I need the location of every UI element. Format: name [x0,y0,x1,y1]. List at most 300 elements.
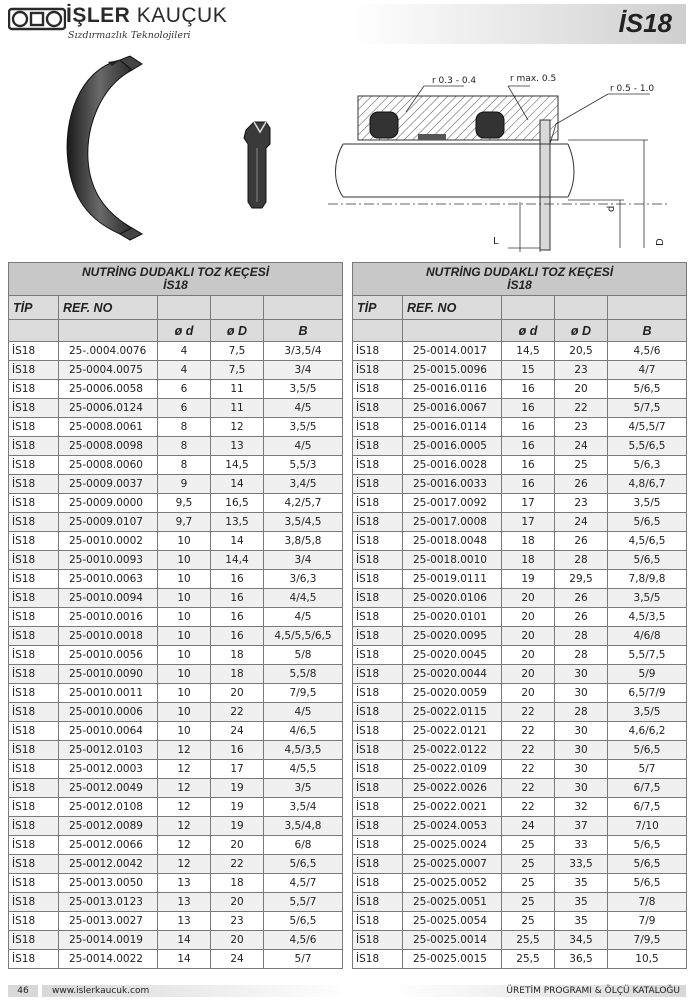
table-row [9,950,343,969]
cell-outer-diameter: 23 [555,418,608,437]
col-header-tip: TİP [353,296,403,320]
cell-inner-diameter: 24 [502,817,555,836]
cell-ref-no: 25-0009.0037 [59,475,158,494]
cell-ref-no: 25-0010.0094 [59,589,158,608]
cell-ref-no: 25-0012.0003 [59,760,158,779]
table-row [9,855,343,874]
cell-tip: İS18 [353,703,403,722]
cell-width: 4/7 [608,361,687,380]
cell-width: 5/6,5 [608,855,687,874]
label-inner-diameter: d [606,205,617,212]
cell-outer-diameter: 20 [211,684,264,703]
cell-inner-diameter: 13 [158,912,211,931]
cell-tip: İS18 [9,551,59,570]
cell-inner-diameter: 4 [158,361,211,380]
cell-inner-diameter: 14 [158,950,211,969]
col-header-blank [502,296,555,320]
table-row [9,589,343,608]
cell-tip: İS18 [9,893,59,912]
cell-tip: İS18 [9,570,59,589]
subheader-blank [9,320,59,342]
cell-outer-diameter: 16 [211,627,264,646]
cell-width: 3,5/5 [608,703,687,722]
cell-inner-diameter: 15 [502,361,555,380]
cell-ref-no: 25-0020.0059 [403,684,502,703]
brand-name [66,4,227,28]
left-table-body [9,342,343,969]
cell-inner-diameter: 25 [502,836,555,855]
cell-tip: İS18 [9,437,59,456]
cell-inner-diameter: 16 [502,380,555,399]
cell-ref-no: 25-0020.0044 [403,665,502,684]
brand-name-light: KAUÇUK [136,4,228,27]
cell-outer-diameter: 28 [555,627,608,646]
cell-tip: İS18 [9,399,59,418]
cell-tip: İS18 [353,418,403,437]
cell-tip: İS18 [353,342,403,361]
cell-outer-diameter: 30 [555,684,608,703]
table-row [9,380,343,399]
cell-ref-no: 25-0012.0108 [59,798,158,817]
cell-width: 5/7,5 [608,399,687,418]
cell-ref-no: 25-0020.0101 [403,608,502,627]
cell-outer-diameter: 29,5 [555,570,608,589]
cell-tip: İS18 [9,513,59,532]
cell-width: 4,2/5,7 [264,494,343,513]
cell-tip: İS18 [9,741,59,760]
table-row [353,570,687,589]
cell-width: 5/6,3 [608,456,687,475]
cell-outer-diameter: 14 [211,532,264,551]
cell-tip: İS18 [9,646,59,665]
cell-inner-diameter: 10 [158,570,211,589]
cell-width: 7/8 [608,893,687,912]
table-row [9,418,343,437]
cell-outer-diameter: 22 [211,855,264,874]
cell-width: 5/6,5 [608,551,687,570]
cell-ref-no: 25-0022.0121 [403,722,502,741]
cell-tip: İS18 [353,627,403,646]
table-row [353,361,687,380]
cell-ref-no: 25-0022.0122 [403,741,502,760]
cell-tip: İS18 [9,912,59,931]
table-row [9,494,343,513]
cell-inner-diameter: 16 [502,399,555,418]
cell-ref-no: 25-0022.0026 [403,779,502,798]
cell-outer-diameter: 20 [211,931,264,950]
cell-width: 7/10 [608,817,687,836]
label-length: L [493,236,499,247]
cell-width: 4/5,5/7 [608,418,687,437]
cell-width: 5/6,5 [608,874,687,893]
cell-width: 3/3,5/4 [264,342,343,361]
cell-inner-diameter: 14 [158,931,211,950]
cell-inner-diameter: 8 [158,418,211,437]
table-row [353,456,687,475]
cell-inner-diameter: 10 [158,665,211,684]
cell-inner-diameter: 16 [502,418,555,437]
cell-inner-diameter: 16 [502,437,555,456]
cell-inner-diameter: 20 [502,608,555,627]
cell-ref-no: 25-0013.0123 [59,893,158,912]
cell-width: 4/5 [264,437,343,456]
cell-inner-diameter: 22 [502,779,555,798]
cell-width: 4,5/6 [264,931,343,950]
table-row [353,912,687,931]
cell-ref-no: 25-0013.0050 [59,874,158,893]
cell-inner-diameter: 25 [502,874,555,893]
table-row [353,513,687,532]
cell-inner-diameter: 13 [158,874,211,893]
cell-inner-diameter: 12 [158,817,211,836]
cell-outer-diameter: 23 [555,494,608,513]
cell-width: 5,5/3 [264,456,343,475]
cell-tip: İS18 [353,532,403,551]
cell-ref-no: 25-0010.0064 [59,722,158,741]
cell-outer-diameter: 26 [555,532,608,551]
cell-ref-no: 25-0010.0011 [59,684,158,703]
cell-tip: İS18 [9,722,59,741]
cell-ref-no: 25-0010.0016 [59,608,158,627]
cell-width: 6/7,5 [608,779,687,798]
cell-tip: İS18 [9,532,59,551]
cell-inner-diameter: 13 [158,893,211,912]
table-row [9,722,343,741]
cell-ref-no: 25-0013.0027 [59,912,158,931]
cell-inner-diameter: 20 [502,589,555,608]
cell-outer-diameter: 26 [555,608,608,627]
cell-tip: İS18 [9,874,59,893]
cell-tip: İS18 [353,760,403,779]
cell-ref-no: 25-0008.0060 [59,456,158,475]
cell-tip: İS18 [9,589,59,608]
cell-ref-no: 25-0018.0010 [403,551,502,570]
cell-ref-no: 25-0024.0053 [403,817,502,836]
cell-tip: İS18 [9,931,59,950]
cell-inner-diameter: 12 [158,779,211,798]
cell-ref-no: 25-0020.0095 [403,627,502,646]
table-row [353,893,687,912]
website-link[interactable]: www.islerkaucuk.com [42,985,352,997]
cell-tip: İS18 [9,380,59,399]
table-row [353,779,687,798]
table-title-line1: NUTRİNG DUDAKLI TOZ KEÇESİ [425,265,614,279]
cell-tip: İS18 [9,703,59,722]
cell-ref-no: 25-.0004.0076 [59,342,158,361]
table-row [353,437,687,456]
cell-inner-diameter: 10 [158,684,211,703]
cell-width: 5/6,5 [608,836,687,855]
cell-ref-no: 25-0010.0018 [59,627,158,646]
cell-ref-no: 25-0018.0048 [403,532,502,551]
cell-width: 3,5/5 [264,380,343,399]
cell-inner-diameter: 25 [502,855,555,874]
cell-outer-diameter: 20,5 [555,342,608,361]
cell-outer-diameter: 35 [555,874,608,893]
cell-inner-diameter: 10 [158,532,211,551]
cell-outer-diameter: 28 [555,646,608,665]
cell-outer-diameter: 24 [555,437,608,456]
cell-inner-diameter: 18 [502,551,555,570]
cell-outer-diameter: 20 [555,380,608,399]
table-row [9,760,343,779]
table-row [353,684,687,703]
table-row [9,627,343,646]
cell-inner-diameter: 25 [502,893,555,912]
cell-tip: İS18 [9,627,59,646]
cell-ref-no: 25-0010.0090 [59,665,158,684]
cell-width: 3/6,3 [264,570,343,589]
cell-inner-diameter: 12 [158,760,211,779]
cell-ref-no: 25-0025.0015 [403,950,502,969]
cell-width: 3,5/5 [264,418,343,437]
label-radius-max: r max. 0.5 [510,74,557,84]
cell-inner-diameter: 22 [502,722,555,741]
label-radius-large: r 0.5 - 1.0 [610,84,655,94]
cell-inner-diameter: 20 [502,627,555,646]
cell-ref-no: 25-0014.0019 [59,931,158,950]
cell-outer-diameter: 33,5 [555,855,608,874]
cell-width: 7/9,5 [264,684,343,703]
table-row [9,342,343,361]
cell-tip: İS18 [9,665,59,684]
table-row [353,551,687,570]
cell-tip: İS18 [353,741,403,760]
cell-tip: İS18 [353,893,403,912]
cell-inner-diameter: 22 [502,798,555,817]
subheader-blank [353,320,403,342]
cell-width: 5/6,5 [608,380,687,399]
cell-width: 3/4 [264,551,343,570]
cell-outer-diameter: 16 [211,608,264,627]
cell-width: 3,5/4 [264,798,343,817]
cell-outer-diameter: 13,5 [211,513,264,532]
cell-inner-diameter: 18 [502,532,555,551]
cell-width: 4/6/8 [608,627,687,646]
cell-ref-no: 25-0012.0049 [59,779,158,798]
cell-tip: İS18 [353,684,403,703]
table-row [353,703,687,722]
cell-tip: İS18 [353,513,403,532]
table-row [353,342,687,361]
cell-inner-diameter: 16 [502,475,555,494]
table-row [9,456,343,475]
col-header-blank [211,296,264,320]
cell-outer-diameter: 30 [555,665,608,684]
table-row [353,475,687,494]
table-row [9,703,343,722]
col-header-width: B [264,320,343,342]
cell-outer-diameter: 30 [555,779,608,798]
table-row [9,475,343,494]
cell-tip: İS18 [353,589,403,608]
cell-tip: İS18 [353,817,403,836]
table-row [9,361,343,380]
cell-width: 4/5 [264,703,343,722]
col-header-inner-diameter: ø d [502,320,555,342]
cell-tip: İS18 [9,456,59,475]
cell-inner-diameter: 22 [502,703,555,722]
cell-ref-no: 25-0014.0022 [59,950,158,969]
cell-inner-diameter: 6 [158,380,211,399]
cell-outer-diameter: 24 [555,513,608,532]
cell-ref-no: 25-0012.0066 [59,836,158,855]
cell-outer-diameter: 16 [211,570,264,589]
page-number: 46 [8,985,38,997]
catalog-title: ÜRETİM PROGRAMI & ÖLÇÜ KATALOĞU [390,985,686,997]
table-row [353,589,687,608]
table-row [9,893,343,912]
product-code: İS18 [618,8,672,38]
table-row [9,513,343,532]
cell-ref-no: 25-0008.0061 [59,418,158,437]
cell-inner-diameter: 19 [502,570,555,589]
table-title [9,263,343,296]
cell-outer-diameter: 18 [211,665,264,684]
cell-inner-diameter: 9 [158,475,211,494]
cell-tip: İS18 [353,836,403,855]
left-dimension-table [8,262,342,969]
col-header-blank [264,296,343,320]
cell-outer-diameter: 16 [211,741,264,760]
cell-tip: İS18 [353,494,403,513]
cell-inner-diameter: 10 [158,627,211,646]
seal-3d-icon [67,56,142,240]
cell-outer-diameter: 22 [211,703,264,722]
subheader-blank [59,320,158,342]
cell-ref-no: 25-0010.0093 [59,551,158,570]
cell-inner-diameter: 12 [158,741,211,760]
table-row [9,608,343,627]
table-row [353,836,687,855]
col-header-ref: REF. NO [59,296,158,320]
cell-width: 4/5,5 [264,760,343,779]
table-row [353,855,687,874]
cell-outer-diameter: 26 [555,475,608,494]
cell-outer-diameter: 18 [211,646,264,665]
cell-tip: İS18 [353,912,403,931]
cell-outer-diameter: 24 [211,722,264,741]
cell-inner-diameter: 10 [158,703,211,722]
subheader-blank [403,320,502,342]
table-title-line2: İS18 [163,278,188,292]
table-row [9,798,343,817]
cell-outer-diameter: 11 [211,399,264,418]
cell-inner-diameter: 6 [158,399,211,418]
cell-ref-no: 25-0016.0114 [403,418,502,437]
cell-outer-diameter: 30 [555,741,608,760]
cell-width: 4,5/7 [264,874,343,893]
cell-ref-no: 25-0025.0024 [403,836,502,855]
cell-outer-diameter: 23 [211,912,264,931]
cell-ref-no: 25-0010.0002 [59,532,158,551]
col-header-width: B [608,320,687,342]
cell-width: 4/4,5 [264,589,343,608]
cell-outer-diameter: 19 [211,798,264,817]
table-row [9,646,343,665]
cell-inner-diameter: 20 [502,646,555,665]
cell-outer-diameter: 7,5 [211,361,264,380]
page-header [0,0,695,48]
cell-outer-diameter: 26 [555,589,608,608]
table-row [353,817,687,836]
table-row [9,836,343,855]
cell-ref-no: 25-0010.0056 [59,646,158,665]
cell-width: 5/6,5 [264,855,343,874]
brand-name-bold: İŞLER [66,4,131,27]
cell-tip: İS18 [9,361,59,380]
cell-outer-diameter: 25 [555,456,608,475]
cell-inner-diameter: 17 [502,513,555,532]
cell-ref-no: 25-0006.0124 [59,399,158,418]
cell-width: 5/6,5 [608,741,687,760]
seal-drawing-svg [8,52,686,258]
table-row [9,912,343,931]
table-row [353,627,687,646]
cell-outer-diameter: 18 [211,874,264,893]
cell-inner-diameter: 8 [158,437,211,456]
cell-outer-diameter: 7,5 [211,342,264,361]
table-title [353,263,687,296]
cell-inner-diameter: 4 [158,342,211,361]
cell-ref-no: 25-0020.0045 [403,646,502,665]
cell-inner-diameter: 10 [158,551,211,570]
table-row [9,665,343,684]
cell-outer-diameter: 33 [555,836,608,855]
cell-outer-diameter: 14,5 [211,456,264,475]
cell-outer-diameter: 32 [555,798,608,817]
cell-inner-diameter: 22 [502,741,555,760]
cell-width: 7/9 [608,912,687,931]
cell-tip: İS18 [9,950,59,969]
cell-outer-diameter: 20 [211,893,264,912]
installation-drawing-icon [328,86,668,252]
cell-ref-no: 25-0010.0063 [59,570,158,589]
cell-outer-diameter: 28 [555,703,608,722]
col-header-outer-diameter: ø D [555,320,608,342]
cell-ref-no: 25-0016.0067 [403,399,502,418]
cell-ref-no: 25-0019.0111 [403,570,502,589]
cell-outer-diameter: 16,5 [211,494,264,513]
table-row [9,532,343,551]
table-row [353,665,687,684]
table-row [353,950,687,969]
cell-tip: İS18 [9,475,59,494]
cell-tip: İS18 [353,722,403,741]
cell-width: 5/7 [608,760,687,779]
brand-tagline: Sızdırmazlık Teknolojileri [68,30,191,41]
cell-tip: İS18 [9,798,59,817]
cell-inner-diameter: 25,5 [502,950,555,969]
cell-inner-diameter: 16 [502,456,555,475]
cell-inner-diameter: 8 [158,456,211,475]
cell-outer-diameter: 14 [211,475,264,494]
cell-tip: İS18 [9,608,59,627]
cell-width: 5/8 [264,646,343,665]
cell-ref-no: 25-0015.0096 [403,361,502,380]
cell-tip: İS18 [353,665,403,684]
cell-width: 4,5/3,5 [264,741,343,760]
table-row [9,741,343,760]
cell-tip: İS18 [9,817,59,836]
cell-inner-diameter: 12 [158,855,211,874]
cell-tip: İS18 [9,760,59,779]
table-row [353,646,687,665]
cell-ref-no: 25-0012.0042 [59,855,158,874]
table-row [353,608,687,627]
table-row [353,380,687,399]
table-row [9,399,343,418]
